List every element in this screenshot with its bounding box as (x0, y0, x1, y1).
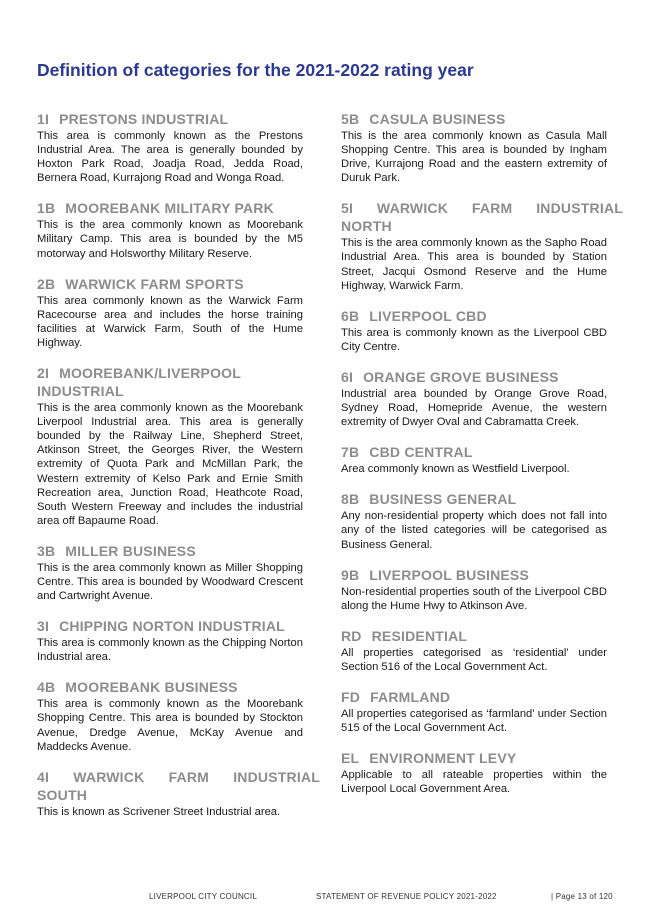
category-name: MOOREBANK MILITARY PARK (65, 200, 274, 217)
category-description: This is the area commonly known as Moorebank Military Camp. This area is bounded by the M5 motorway and Holsworthy Military Reserve. (37, 219, 303, 260)
category-code: 7B (341, 444, 360, 461)
category-3b (37, 543, 303, 603)
page-title: Definition of categories for the 2021-2022 rating year (37, 60, 474, 80)
category-heading (37, 111, 303, 128)
category-heading (37, 679, 303, 696)
category-heading (341, 308, 607, 325)
category-description: Industrial area bounded by Orange Grove Road, Sydney Road, Homepride Avenue, the western extremity of Dwyer Oval and Cabramatta Creek. (341, 387, 607, 429)
category-description: All properties categorised as ‘residential’ under Section 516 of the Local Government Act. (341, 646, 607, 673)
category-heading (341, 444, 607, 461)
category-heading (37, 200, 303, 217)
category-heading (341, 750, 607, 767)
category-name: CASULA BUSINESS (369, 111, 506, 127)
category-description: This area is commonly known as the Prestons Industrial Area. The area is generally bounded by Hoxton Park Road, Joadja Road, Jedda Road, Bernera Road, Kurrajong Road and Wonga Road. (37, 130, 303, 185)
category-name-word: WARWICK (73, 768, 145, 785)
category-code: 1B (37, 200, 56, 217)
category-fd (341, 689, 607, 735)
category-code: 2B (37, 275, 56, 292)
category-heading (37, 769, 320, 786)
category-description: This area is commonly known as the Moorebank Shopping Centre. This area is bounded by Stockton Avenue, Dredge Avenue, McKay Avenue and Maddecks Avenue. (37, 698, 303, 753)
category-code: 3I (37, 618, 50, 635)
category-code: 9B (341, 566, 360, 583)
category-heading (341, 491, 607, 508)
category-name-word: FARM (168, 768, 210, 785)
category-code: 4B (37, 679, 56, 696)
category-8b (341, 491, 607, 551)
category-description: Any non-residential property which does not fall into any of the listed categories will be categorised as Business General. (341, 510, 607, 551)
category-heading (37, 276, 303, 293)
category-name-word: INDUSTRIAL (233, 768, 320, 785)
category-name-continued: INDUSTRIAL (37, 383, 124, 400)
category-name-word: WARWICK (376, 200, 449, 217)
category-1b (37, 200, 303, 260)
category-heading (341, 689, 607, 706)
category-6i (341, 369, 607, 429)
category-description: This area commonly known as the Warwick Farm Racecourse area and includes the horse training facilities at Warwick Farm, South of the Hume Highway. (37, 294, 303, 349)
category-rd (341, 628, 607, 674)
category-name: ORANGE GROVE BUSINESS (363, 368, 559, 385)
category-name: LIVERPOOL BUSINESS (369, 566, 530, 583)
category-4i (37, 768, 320, 819)
category-heading (341, 200, 623, 217)
category-name: LIVERPOOL CBD (369, 307, 487, 324)
category-code: 8B (341, 491, 360, 508)
category-code: 5I (341, 200, 354, 217)
category-code: 6I (341, 368, 354, 385)
category-name: WARWICK FARM SPORTS (65, 275, 244, 292)
category-name-word: INDUSTRIAL (536, 200, 623, 217)
category-code: 5B (341, 111, 360, 127)
category-description: Applicable to all rateable properties within the Liverpool Local Government Area. (341, 769, 607, 796)
category-heading (37, 618, 303, 635)
category-code: 4I (37, 768, 50, 785)
category-description: This area is commonly known as the Liverpool CBD City Centre. (341, 326, 607, 353)
right-column (341, 111, 623, 811)
category-name: CHIPPING NORTON INDUSTRIAL (59, 618, 285, 635)
category-description: This is the area commonly known as Miller Shopping Centre. This area is bounded by Woodward Crescent and Cartwright Avenue. (37, 561, 303, 603)
category-name: PRESTONS INDUSTRIAL (59, 111, 229, 127)
category-code: 1I (37, 111, 50, 127)
category-name: FARMLAND (370, 688, 451, 705)
category-name: ENVIRONMENT LEVY (369, 750, 517, 767)
category-code: EL (341, 750, 360, 767)
category-4b (37, 679, 303, 753)
category-1i (37, 111, 303, 185)
category-description: This area is commonly known as the Chipping Norton Industrial area. (37, 637, 303, 664)
category-name: MILLER BUSINESS (65, 542, 196, 559)
footer-document-title: STATEMENT OF REVENUE POLICY 2021-2022 (316, 892, 497, 901)
category-code: 2I (37, 365, 50, 382)
category-9b (341, 567, 607, 613)
category-description: This is the area commonly known as the Sapho Road Industrial Area. This area is bounded by Station Street, Jacqui Osmond Reserve and the Hume Highway, Warwick Farm. (341, 237, 607, 292)
category-el (341, 750, 607, 796)
category-name: BUSINESS GENERAL (369, 491, 517, 508)
category-heading-line2 (37, 787, 303, 804)
category-2i (37, 365, 303, 528)
category-code: FD (341, 688, 361, 705)
category-5i (341, 200, 623, 292)
left-column (37, 111, 320, 834)
category-description: This is known as Scrivener Street Industrial area. (37, 805, 281, 818)
category-name: MOOREBANK/LIVERPOOL (59, 365, 241, 382)
category-code: 3B (37, 542, 56, 559)
category-name-continued: SOUTH (37, 786, 87, 803)
category-heading (341, 567, 607, 584)
category-code: RD (341, 627, 362, 644)
category-heading (341, 628, 607, 645)
category-heading (341, 111, 607, 128)
category-name: CBD CENTRAL (369, 444, 473, 461)
category-description: This is the area commonly known as Casula Mall Shopping Centre. This area is bounded by Ingham Drive, Kurrajong Road and the eastern extremity of Duruk Park. (341, 130, 607, 185)
category-heading-line2 (37, 383, 303, 400)
category-3i (37, 618, 303, 664)
footer-council-name: LIVERPOOL CITY COUNCIL (149, 892, 257, 901)
category-name: RESIDENTIAL (371, 627, 468, 644)
footer-page-number: | Page 13 of 120 (551, 892, 613, 901)
category-6b (341, 308, 607, 354)
category-heading (37, 365, 303, 382)
category-heading (37, 543, 303, 560)
category-heading-line2 (341, 218, 607, 235)
category-description: All properties categorised as ‘farmland’ under Section 515 of the Local Government Act. (341, 707, 607, 735)
category-code: 6B (341, 307, 360, 324)
category-description: Area commonly known as Westfield Liverpool. (341, 463, 570, 476)
category-description: This is the area commonly known as the Moorebank Liverpool Industrial area. This area is generally bounded by the Railway Line, Shepherd Street, Atkinson Street, the Georges River, the Western extremity of Quota Park and McMillan Park, the Western extremity of Kelso Park and Ernie Smith Recreation area, Junction Road, Heathcote Road, South Western Freeway and includes the industrial area off Bapaume Road. (37, 402, 303, 527)
category-name: MOOREBANK BUSINESS (65, 679, 238, 696)
category-name-continued: NORTH (341, 218, 392, 235)
category-name-word: FARM (471, 200, 513, 217)
category-2b (37, 276, 303, 350)
category-heading (341, 369, 607, 386)
category-5b (341, 111, 607, 185)
category-description: Non-residential properties south of the Liverpool CBD along the Hume Hwy to Atkinson Ave. (341, 585, 607, 612)
category-7b (341, 444, 607, 476)
